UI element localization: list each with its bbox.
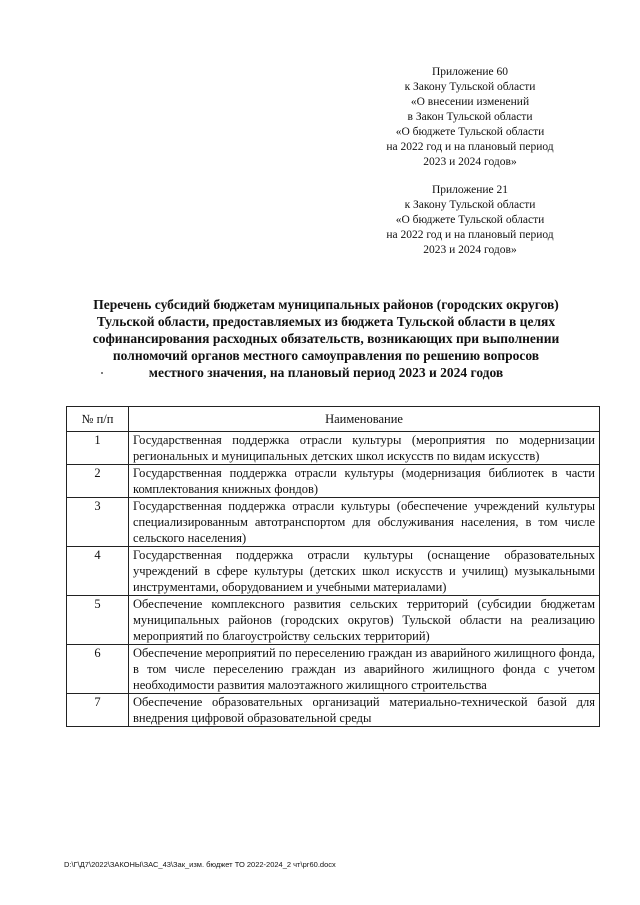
appendix-line: к Закону Тульской области — [404, 199, 536, 211]
title-line: Тульской области, предоставляемых из бюджета Тульской области в целях — [96, 314, 556, 329]
table-row — [67, 465, 600, 498]
subsidies-table — [66, 406, 600, 727]
appendix-21-header — [360, 183, 580, 258]
row-number: 5 — [67, 596, 129, 645]
appendix-line: «О бюджете Тульской области — [395, 126, 545, 138]
table-row — [67, 596, 600, 645]
row-number: 1 — [67, 432, 129, 465]
document-title — [58, 296, 594, 381]
row-number: 3 — [67, 498, 129, 547]
title-line: местного значения, на плановый период 2023 и 2024 годов — [148, 365, 504, 380]
table-row — [67, 498, 600, 547]
title-line: Перечень субсидий бюджетам муниципальных районов (городских округов) — [93, 297, 559, 312]
row-number: 2 — [67, 465, 129, 498]
row-number: 4 — [67, 547, 129, 596]
appendix-60-header — [360, 65, 580, 170]
column-header-number: № п/п — [67, 407, 129, 432]
column-header-name: Наименование — [129, 407, 600, 432]
appendix-line: на 2022 год и на плановый период — [386, 229, 554, 241]
row-name: Обеспечение мероприятий по переселению граждан из аварийного жилищного фонда, в том числе переселению граждан из аварийного жилищного фонда с учетом необходимости развития малоэтажного жилищного строительства — [129, 645, 600, 694]
appendix-line: «О бюджете Тульской области — [395, 214, 545, 226]
row-name: Государственная поддержка отрасли культуры (мероприятия по модернизации региональных и муниципальных детских школ искусств по видам искусств) — [129, 432, 600, 465]
table-row — [67, 645, 600, 694]
table-row — [67, 547, 600, 596]
appendix-line: «О внесении изменений — [410, 96, 530, 108]
appendix-line: Приложение 21 — [431, 184, 509, 196]
appendix-line: Приложение 60 — [431, 66, 509, 78]
appendix-line: 2023 и 2024 годов» — [423, 156, 517, 168]
row-name: Обеспечение комплексного развития сельских территорий (субсидии бюджетам муниципальных районов (городских округов) Тульской области на реализацию мероприятий по благоустройству сельских территорий) — [129, 596, 600, 645]
row-name: Государственная поддержка отрасли культуры (обеспечение учреждений культуры специализированным автотранспортом для обслуживания населения, в том числе сельского населения) — [129, 498, 600, 547]
row-name: Государственная поддержка отрасли культуры (модернизация библиотек в части комплектования книжных фондов) — [129, 465, 600, 498]
title-line: полномочий органов местного самоуправления по решению вопросов — [112, 348, 540, 363]
row-number: 6 — [67, 645, 129, 694]
appendix-line: в Закон Тульской области — [407, 111, 533, 123]
title-line: софинансирования расходных обязательств, возникающих при выполнении — [92, 331, 560, 346]
scan-speck — [101, 372, 103, 374]
file-path-footer: D:\Г\Д7\2022\ЗАКОНЫ\ЗАС_43\Зак_изм. бюджет ТО 2022-2024_2 чт\рг60.docx — [64, 860, 336, 869]
appendix-line: к Закону Тульской области — [404, 81, 536, 93]
table-header-row — [67, 407, 600, 432]
row-name: Обеспечение образовательных организаций материально-технической базой для внедрения цифровой образовательной среды — [129, 694, 600, 727]
row-name: Государственная поддержка отрасли культуры (оснащение образовательных учреждений в сфере культуры (детских школ искусств и училищ) музыкальными инструментами, оборудованием и учебными материалами) — [129, 547, 600, 596]
row-number: 7 — [67, 694, 129, 727]
appendix-line: 2023 и 2024 годов» — [423, 244, 517, 256]
table-row — [67, 694, 600, 727]
appendix-line: на 2022 год и на плановый период — [386, 141, 554, 153]
table-row — [67, 432, 600, 465]
